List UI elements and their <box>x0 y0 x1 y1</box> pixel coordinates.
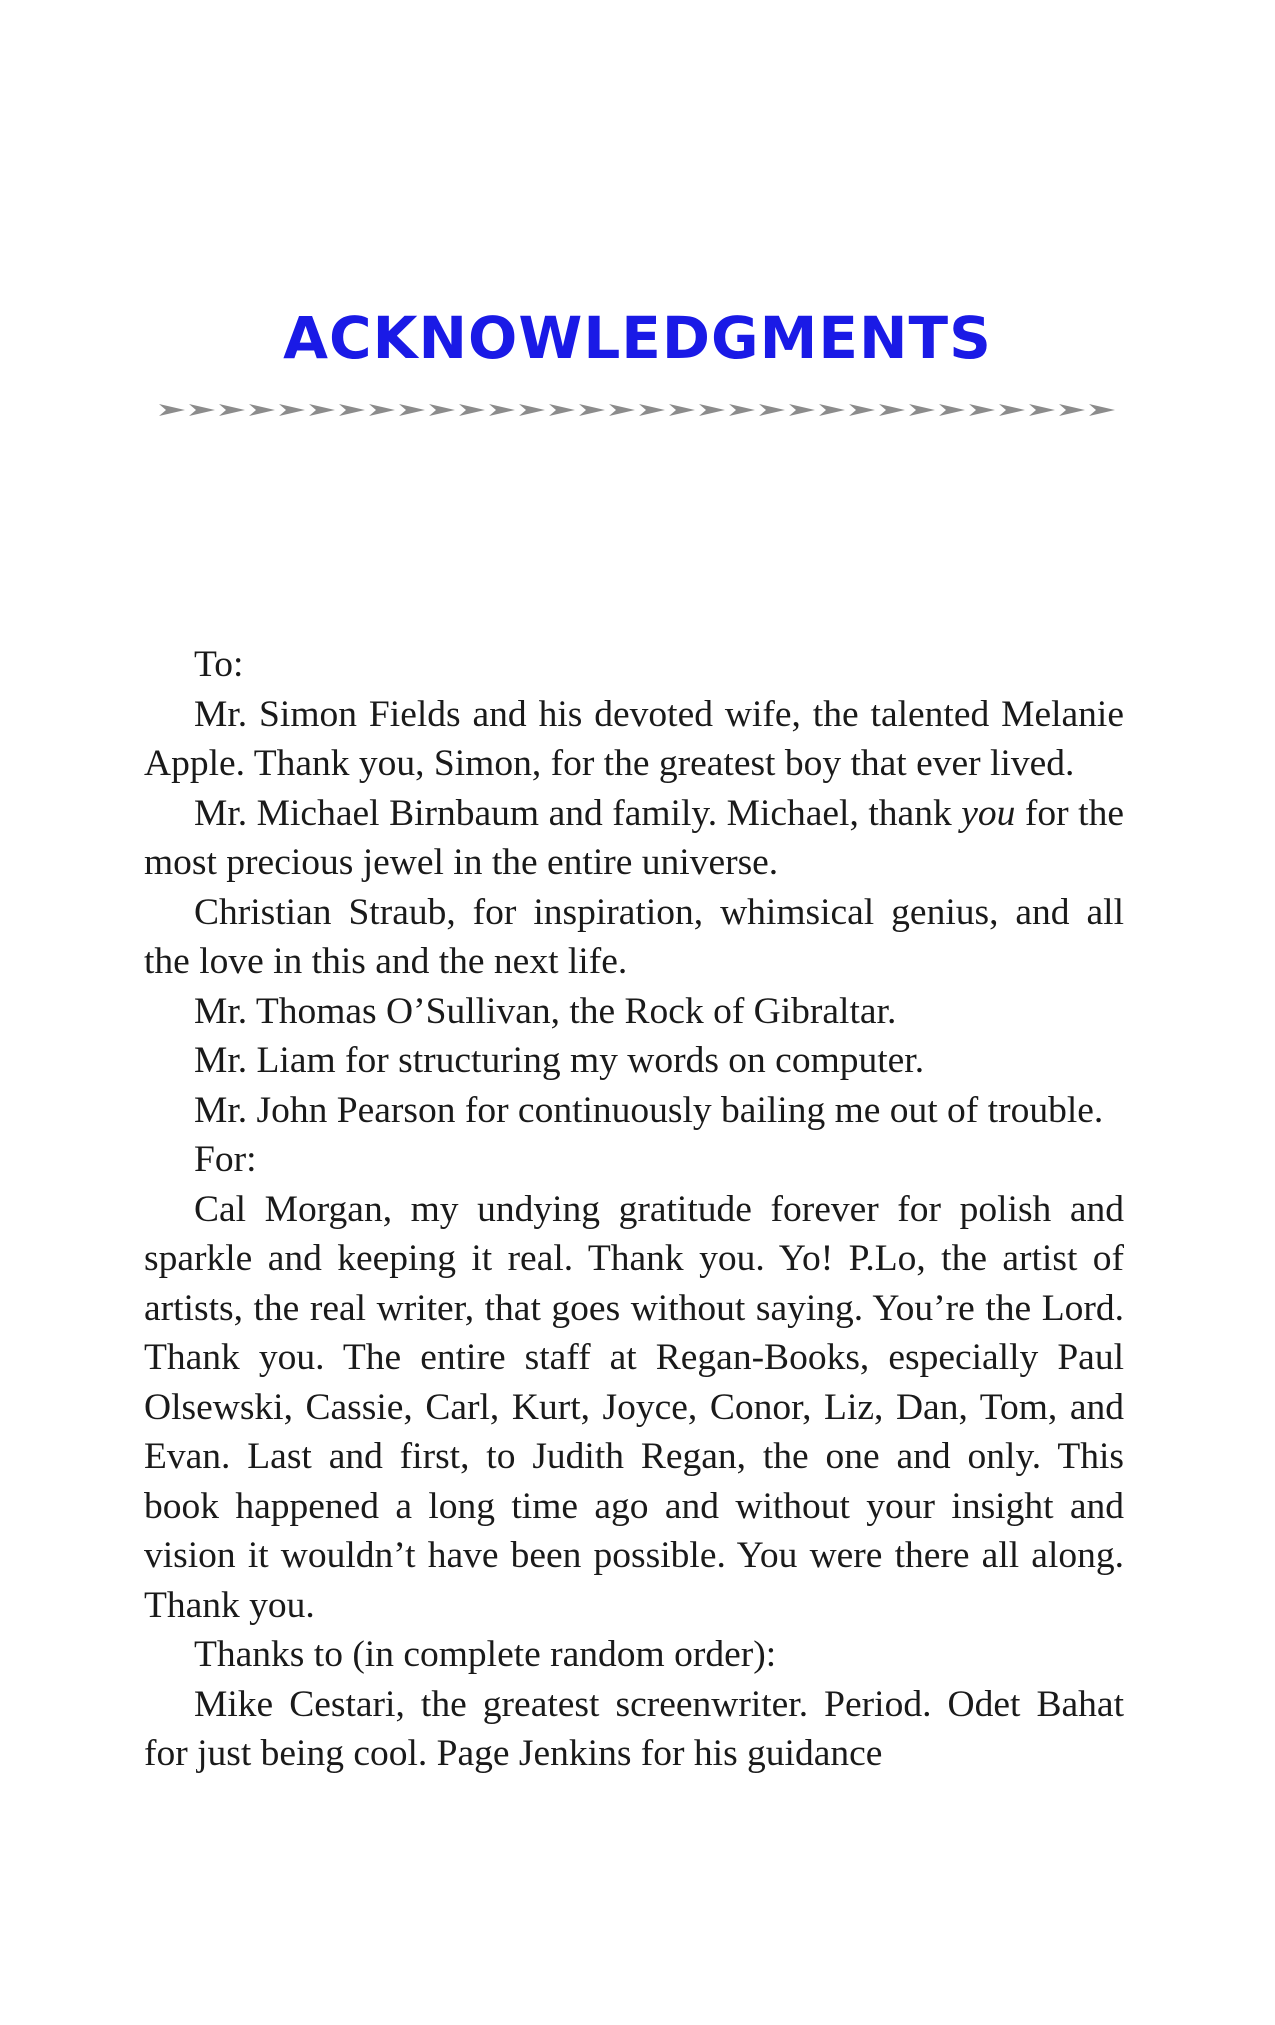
arrow-ornament-icon <box>879 404 905 416</box>
paragraph-liam: Mr. Liam for structuring my words on computer. <box>194 1040 925 1081</box>
arrow-ornament-icon <box>159 404 185 416</box>
arrow-ornament-icon <box>669 404 695 416</box>
arrow-ornament-icon <box>189 404 215 416</box>
arrow-ornament-icon <box>489 404 515 416</box>
arrow-ornament-icon <box>399 404 425 416</box>
arrow-ornament-icon <box>699 404 725 416</box>
arrow-ornament-icon <box>969 404 995 416</box>
paragraph-john-pearson: Mr. John Pearson for continuously bailing me out of trouble. <box>194 1089 1104 1131</box>
paragraph-thanks-to: Thanks to (in complete random order): <box>194 1634 777 1675</box>
arrow-ornament-icon <box>639 404 665 416</box>
paragraph-christian-straub: Christian Straub, for inspiration, whimsical genius, and all the love in this and the next life. <box>144 891 1124 982</box>
arrow-ornament-icon <box>999 404 1025 416</box>
paragraph-mike-cestari: Mike Cestari, the greatest screenwriter. Period. Odet Bahat for just being cool. Page Jenkins for his guidance <box>144 1683 1124 1774</box>
arrow-ornament-icon <box>369 404 395 416</box>
emphasis-text: you <box>961 792 1016 834</box>
arrow-ornament-icon <box>849 404 875 416</box>
arrow-ornament-icon <box>729 404 755 416</box>
arrow-ornament-icon <box>759 404 785 416</box>
paragraph-to: To: <box>194 644 244 685</box>
acknowledgments-body <box>144 640 1124 1779</box>
paragraph-text: Mr. Michael Birnbaum and family. Michael, thank <box>194 792 962 834</box>
paragraph-simon-fields: Mr. Simon Fields and his devoted wife, the talented Melanie Apple. Thank you, Simon, for the greatest boy that ever lived. <box>144 693 1124 784</box>
arrow-ornament-icon <box>1059 404 1085 416</box>
arrow-ornament-icon <box>429 404 455 416</box>
arrow-ornament-icon <box>609 404 635 416</box>
arrow-ornament-icon <box>549 404 575 416</box>
page-title: ACKNOWLEDGMENTS <box>283 303 992 372</box>
arrow-ornament-icon <box>939 404 965 416</box>
paragraph-michael-birnbaum <box>144 789 1124 888</box>
arrow-ornament-icon <box>459 404 485 416</box>
arrow-divider-icon <box>157 398 1122 422</box>
paragraph-text: for the most precious jewel in the entire universe. <box>144 792 1124 883</box>
arrow-ornament-icon <box>789 404 815 416</box>
paragraph-thomas-osullivan: Mr. Thomas O’Sullivan, the Rock of Gibraltar. <box>194 990 897 1032</box>
arrow-ornament-icon <box>519 404 545 416</box>
decorative-divider <box>157 398 1122 422</box>
paragraph-cal-morgan: Cal Morgan, my undying gratitude forever for polish and sparkle and keeping it real. Thank you. Yo! P.Lo, the artist of artists, the real writer, that goes without saying. You’re the Lord. Thank you. The entire staff at Regan-Books, especially Paul Olsewski, Cassie, Carl, Kurt, Joyce, Conor, Liz, Dan, Tom, and Evan. Last and first, to Judith Regan, the one and only. This book happened a long time ago and without your insight and vision it wouldn’t have been possible. You were there all along. Thank you. <box>144 1188 1124 1626</box>
paragraph-for: For: <box>194 1139 257 1180</box>
arrow-ornament-icon <box>1089 404 1115 416</box>
arrow-ornament-icon <box>339 404 365 416</box>
arrow-ornament-icon <box>579 404 605 416</box>
arrow-ornament-icon <box>249 404 275 416</box>
arrow-ornament-icon <box>279 404 305 416</box>
arrow-ornament-icon <box>909 404 935 416</box>
arrow-ornament-icon <box>309 404 335 416</box>
arrow-ornament-icon <box>219 404 245 416</box>
arrow-ornament-icon <box>1029 404 1055 416</box>
arrow-ornament-icon <box>819 404 845 416</box>
